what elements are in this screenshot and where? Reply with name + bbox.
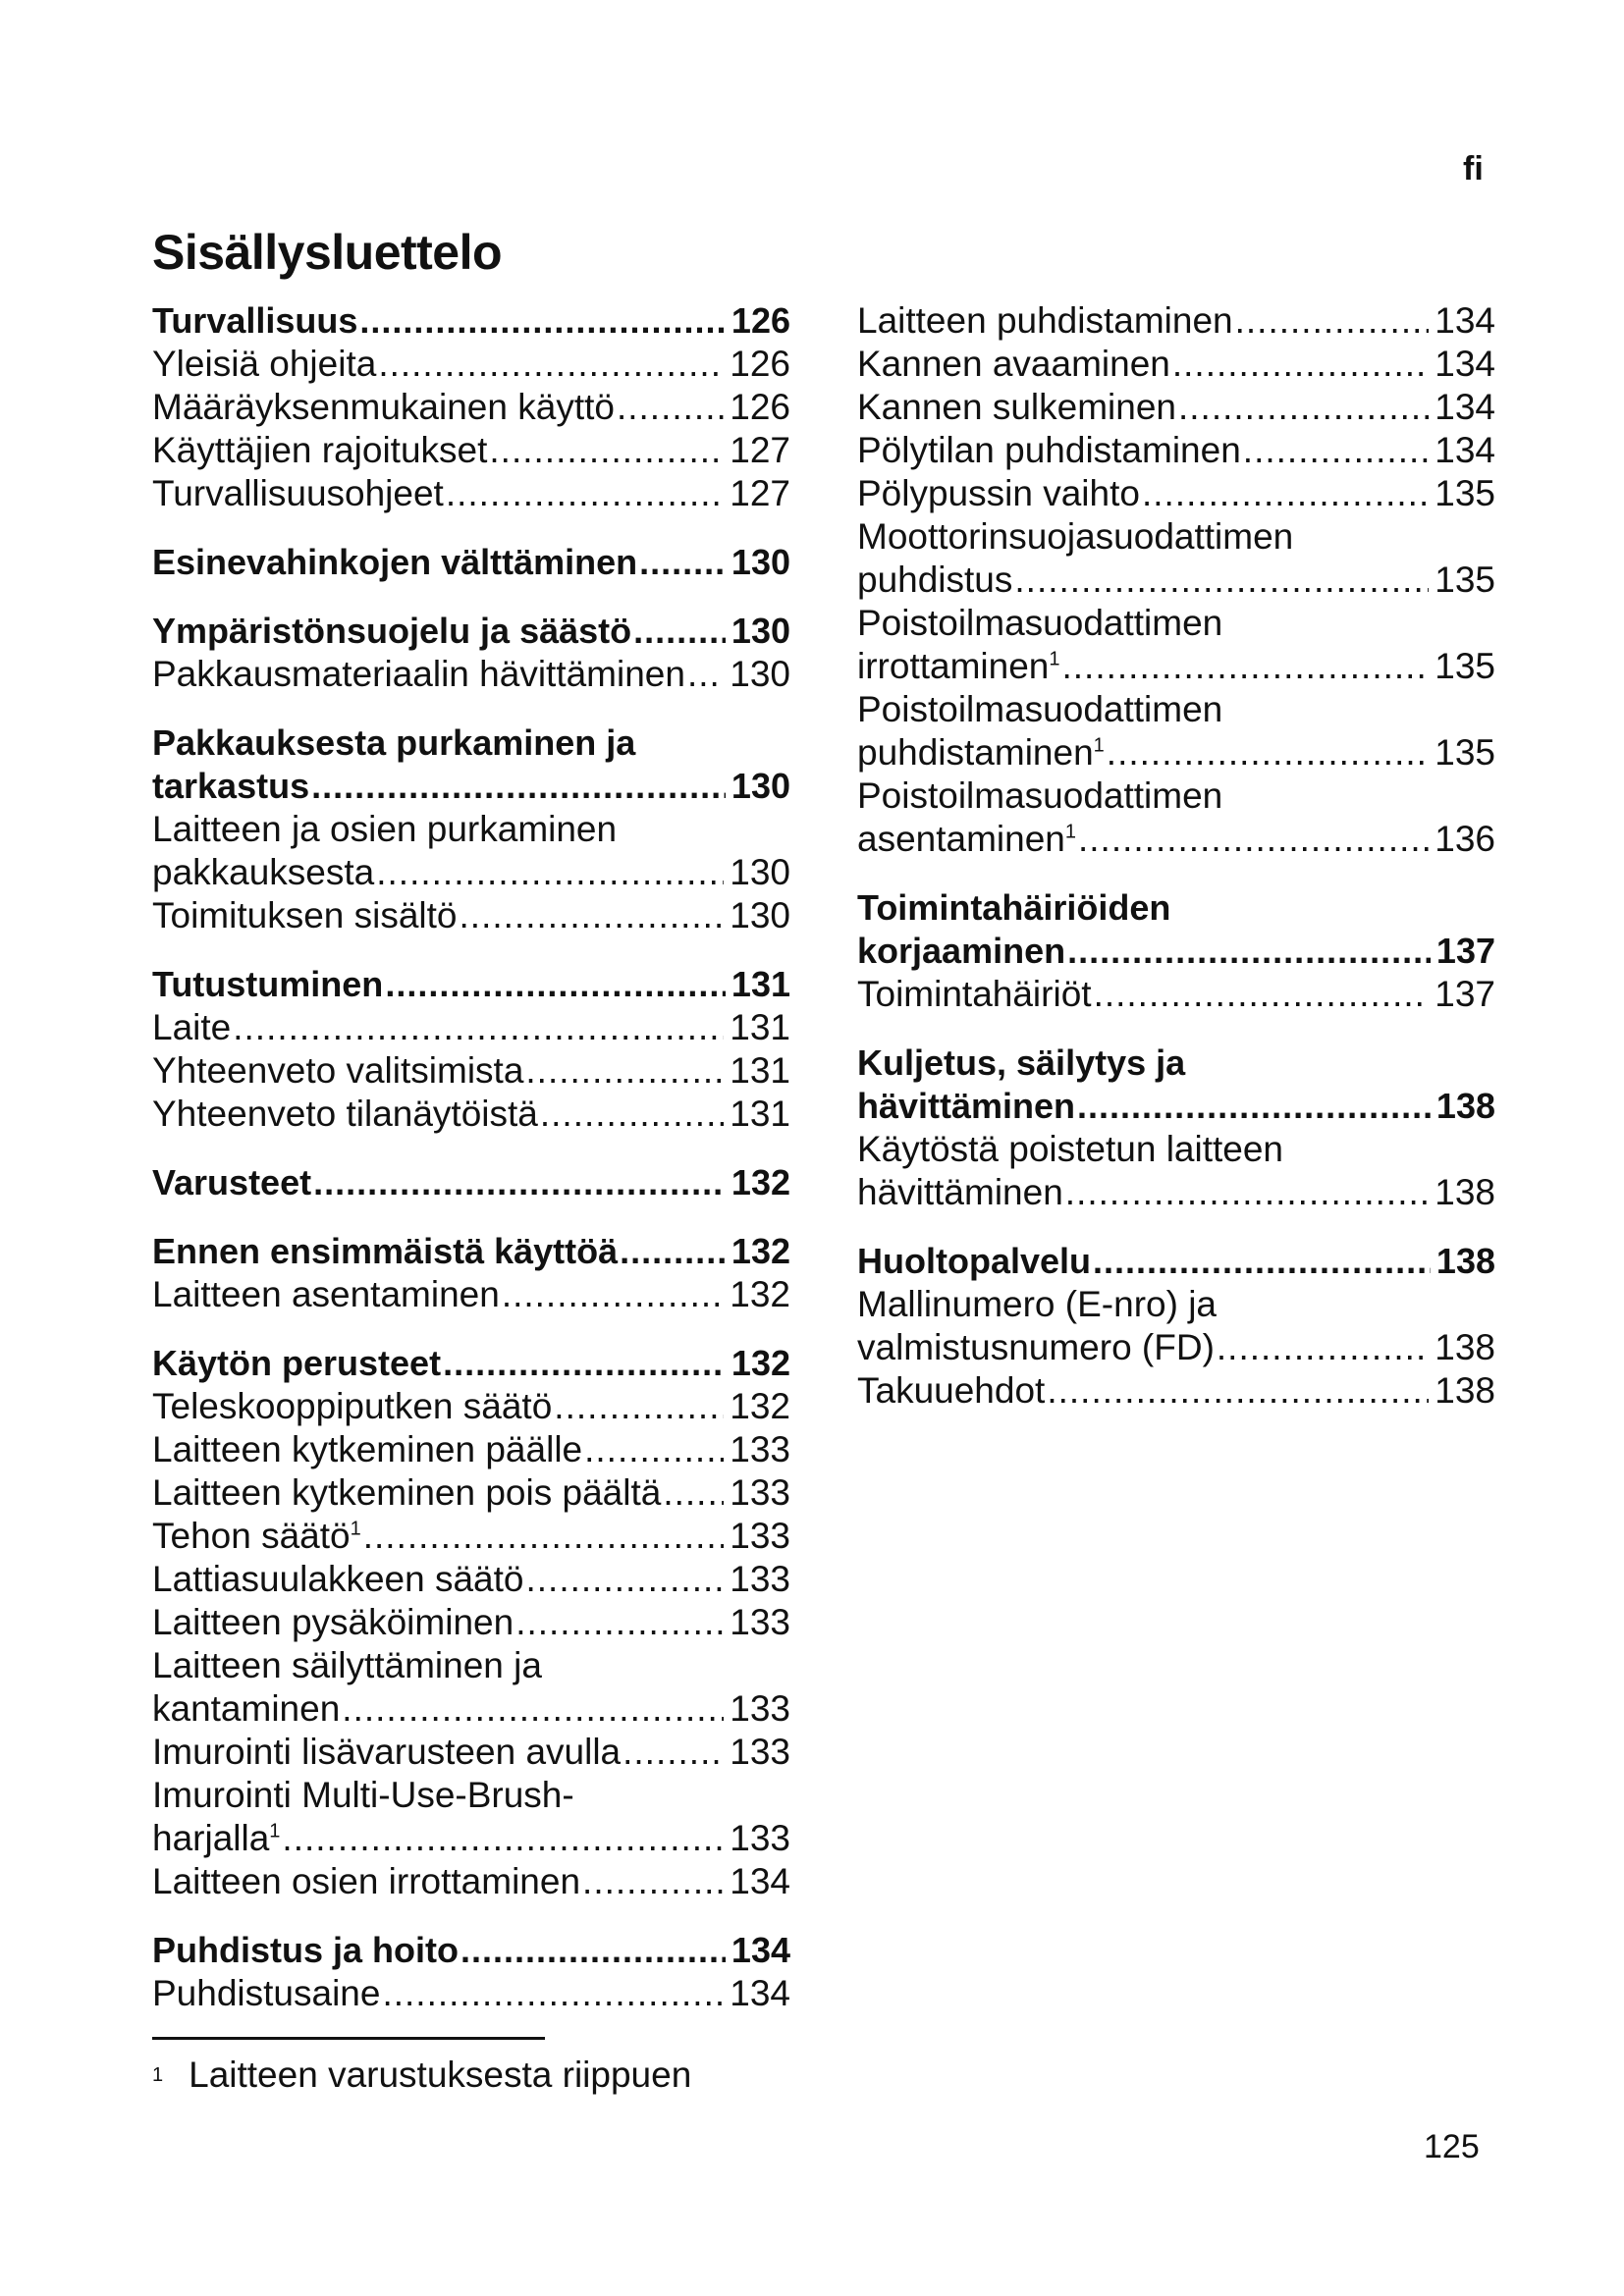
leader-dots xyxy=(446,472,724,515)
toc-heading[interactable] xyxy=(152,541,790,584)
toc-entry-title: Tutustuminen xyxy=(152,964,384,1004)
toc-entry-title: Huoltopalvelu xyxy=(857,1241,1092,1281)
toc-page-number: 138 xyxy=(1435,1327,1495,1367)
toc-entry-title: Laitteen asentaminen xyxy=(152,1274,500,1314)
toc-entry[interactable] xyxy=(152,1860,790,1903)
leader-dots xyxy=(526,1558,725,1601)
toc-entry[interactable] xyxy=(152,1428,790,1471)
toc-entry-title: korjaaminen xyxy=(857,931,1066,971)
toc-page-number: 126 xyxy=(730,344,790,384)
toc-entry[interactable] xyxy=(857,731,1495,774)
leader-dots xyxy=(1178,386,1429,429)
toc-page-number: 126 xyxy=(730,387,790,427)
leader-dots xyxy=(540,1093,724,1136)
language-code: fi xyxy=(1463,150,1484,187)
toc-entry-line1: Poistoilmasuodattimen xyxy=(857,603,1223,643)
toc-entry-title: tarkastus xyxy=(152,766,310,806)
toc-entry-title: Takuuehdot xyxy=(857,1370,1046,1411)
leader-dots xyxy=(443,1342,726,1385)
toc-heading[interactable] xyxy=(857,1085,1495,1128)
toc-page-number: 134 xyxy=(730,1861,790,1901)
footnote-ref: 1 xyxy=(350,1518,361,1540)
footnote-ref: 1 xyxy=(269,1820,281,1842)
toc-entry[interactable] xyxy=(857,472,1495,515)
toc-entry-title: Kannen avaaminen xyxy=(857,344,1170,384)
toc-entry-title: asentaminen$^1$ xyxy=(857,819,1076,859)
leader-dots xyxy=(582,1860,724,1903)
leader-dots xyxy=(639,541,726,584)
toc-entry[interactable] xyxy=(857,429,1495,472)
leader-dots xyxy=(1217,1326,1429,1369)
leader-dots xyxy=(554,1385,724,1428)
footnote-ref: 1 xyxy=(1093,734,1105,757)
toc-entry-line1: Poistoilmasuodattimen xyxy=(857,775,1223,816)
toc-entry[interactable] xyxy=(857,386,1495,429)
toc-heading[interactable] xyxy=(152,963,790,1006)
toc-entry-title: Laite xyxy=(152,1007,232,1047)
toc-page-number: 138 xyxy=(1435,1370,1495,1411)
leader-dots xyxy=(1047,1369,1429,1413)
toc-page-number: 133 xyxy=(730,1688,790,1729)
toc-entry[interactable] xyxy=(152,1093,790,1136)
leader-dots xyxy=(1093,1240,1431,1283)
toc-page-number: 134 xyxy=(1435,300,1495,341)
toc-entry-line1: Imurointi Multi-Use-Brush- xyxy=(152,1775,574,1815)
toc-entry-title: Laitteen osien irrottaminen xyxy=(152,1861,581,1901)
toc-entry[interactable] xyxy=(152,894,790,937)
leader-dots xyxy=(378,343,724,386)
toc-entry-title: Imurointi lisävarusteen avulla xyxy=(152,1732,622,1772)
toc-entry-title: Teleskooppiputken säätö xyxy=(152,1386,553,1426)
toc-column-right xyxy=(857,299,1495,1413)
toc-entry[interactable] xyxy=(152,1385,790,1428)
leader-dots xyxy=(515,1601,724,1644)
toc-page-number: 131 xyxy=(730,1007,790,1047)
toc-entry-title: Yleisiä ohjeita xyxy=(152,344,377,384)
toc-page-number: 133 xyxy=(730,1429,790,1469)
toc-entry-title: puhdistus xyxy=(857,560,1013,600)
toc-entry[interactable] xyxy=(152,1601,790,1644)
toc-page-number: 137 xyxy=(1435,931,1495,971)
toc-page-number: 138 xyxy=(1435,1086,1495,1126)
leader-dots xyxy=(1077,1085,1431,1128)
toc-page-number: 133 xyxy=(730,1472,790,1513)
toc-page-number: 126 xyxy=(731,300,790,341)
toc-entry-title: pakkauksesta xyxy=(152,852,375,892)
toc-page-number: 135 xyxy=(1435,732,1495,773)
footnote-rule xyxy=(152,2037,545,2040)
leader-dots xyxy=(359,299,726,343)
toc-page-number: 133 xyxy=(730,1516,790,1556)
toc-entry-title: Lattiasuulakkeen säätö xyxy=(152,1559,524,1599)
leader-dots xyxy=(282,1817,724,1860)
toc-entry-line1: Moottorinsuojasuodattimen xyxy=(857,516,1294,557)
leader-dots xyxy=(489,429,724,472)
toc-heading[interactable] xyxy=(152,299,790,343)
toc-entry[interactable] xyxy=(152,1273,790,1316)
leader-dots xyxy=(376,851,724,894)
toc-entry[interactable] xyxy=(857,1369,1495,1413)
leader-dots xyxy=(687,653,724,696)
toc-entry[interactable] xyxy=(857,343,1495,386)
toc-entry-title: Laitteen pysäköiminen xyxy=(152,1602,514,1642)
toc-entry[interactable] xyxy=(857,1326,1495,1369)
toc-entry-title: Turvallisuus xyxy=(152,300,358,341)
toc-entry-title: Puhdistusaine xyxy=(152,1973,381,2013)
toc-entry-title: Ennen ensimmäistä käyttöä xyxy=(152,1231,619,1271)
leader-dots xyxy=(620,1230,726,1273)
leader-dots xyxy=(1172,343,1429,386)
leader-dots xyxy=(584,1428,724,1471)
toc-heading[interactable] xyxy=(152,1342,790,1385)
leader-dots xyxy=(617,386,724,429)
leader-dots xyxy=(233,1006,724,1049)
toc-page-number: 134 xyxy=(1435,344,1495,384)
toc-page-number: 134 xyxy=(730,1973,790,2013)
toc-entry-title: Määräyksenmukainen käyttö xyxy=(152,387,615,427)
leader-dots xyxy=(623,1731,724,1774)
toc-entry[interactable] xyxy=(152,1049,790,1093)
toc-entry-title: Puhdistus ja hoito xyxy=(152,1930,459,1970)
toc-entry[interactable] xyxy=(152,386,790,429)
toc-heading[interactable] xyxy=(152,1230,790,1273)
toc-entry-title: Tehon säätö$^1$ xyxy=(152,1516,361,1556)
page-title: Sisällysluettelo xyxy=(152,225,503,280)
toc-entry-line1: Laitteen ja osien purkaminen xyxy=(152,809,618,849)
toc-entry-title: Varusteet xyxy=(152,1162,312,1202)
footnote-text: Laitteen varustuksesta riippuen xyxy=(189,2055,692,2095)
toc-entry[interactable] xyxy=(857,973,1495,1016)
toc-page-number: 130 xyxy=(730,654,790,694)
toc-entry-title: Pakkausmateriaalin hävittäminen xyxy=(152,654,685,694)
toc-entry[interactable] xyxy=(152,429,790,472)
leader-dots xyxy=(1094,973,1430,1016)
toc-page-number: 132 xyxy=(730,1274,790,1314)
leader-dots xyxy=(1078,818,1429,861)
toc-entry[interactable] xyxy=(152,472,790,515)
toc-entry-title: hävittäminen xyxy=(857,1172,1063,1212)
toc-entry-title: Yhteenveto valitsimista xyxy=(152,1050,524,1091)
leader-dots xyxy=(502,1273,724,1316)
toc-entry[interactable] xyxy=(152,1731,790,1774)
toc-heading[interactable] xyxy=(857,1240,1495,1283)
toc-entry-line1: Pakkauksesta purkaminen ja xyxy=(152,722,636,763)
toc-page-number: 127 xyxy=(730,473,790,513)
toc-page-number: 133 xyxy=(730,1818,790,1858)
toc-entry-title: irrottaminen$^1$ xyxy=(857,646,1060,686)
leader-dots xyxy=(1107,731,1429,774)
leader-dots xyxy=(663,1471,724,1515)
toc-page-number: 134 xyxy=(1435,387,1495,427)
toc-entry[interactable] xyxy=(152,343,790,386)
leader-dots xyxy=(460,1929,726,1972)
toc-entry[interactable] xyxy=(152,653,790,696)
toc-page-number: 138 xyxy=(1435,1172,1495,1212)
toc-page-number: 131 xyxy=(731,964,790,1004)
toc-entry-title: Ympäristönsuojelu ja säästö xyxy=(152,611,632,651)
toc-page-number: 133 xyxy=(730,1732,790,1772)
toc-page-number: 138 xyxy=(1435,1241,1495,1281)
leader-dots xyxy=(1065,1171,1429,1214)
toc-entry-line1: Toimintahäiriöiden xyxy=(857,887,1171,928)
toc-entry-title: hävittäminen xyxy=(857,1086,1076,1126)
leader-dots xyxy=(1235,299,1430,343)
leader-dots xyxy=(460,894,725,937)
toc-entry[interactable] xyxy=(152,1006,790,1049)
toc-entry-title: Laitteen kytkeminen pois päältä xyxy=(152,1472,662,1513)
page-number: 125 xyxy=(1424,2128,1480,2165)
toc-page-number: 132 xyxy=(731,1162,790,1202)
toc-entry-title: Esinevahinkojen välttäminen xyxy=(152,542,638,582)
toc-entry-title: Kannen sulkeminen xyxy=(857,387,1176,427)
toc-entry-line1: Poistoilmasuodattimen xyxy=(857,689,1223,729)
toc-heading[interactable] xyxy=(152,1161,790,1204)
toc-entry-line1: Kuljetus, säilytys ja xyxy=(857,1042,1186,1083)
leader-dots xyxy=(382,1972,724,2015)
toc-page-number: 132 xyxy=(731,1231,790,1271)
toc-page-number: 127 xyxy=(730,430,790,470)
toc-column-left xyxy=(152,299,790,2015)
toc-entry[interactable] xyxy=(152,851,790,894)
leader-dots xyxy=(313,1161,726,1204)
toc-entry-title: Käyttäjien rajoitukset xyxy=(152,430,488,470)
toc-entry-title: Laitteen kytkeminen päälle xyxy=(152,1429,583,1469)
leader-dots xyxy=(633,610,726,653)
toc-heading[interactable] xyxy=(152,610,790,653)
toc-heading[interactable] xyxy=(857,930,1495,973)
leader-dots xyxy=(311,765,726,808)
toc-page-number: 137 xyxy=(1435,974,1495,1014)
toc-entry[interactable] xyxy=(152,1515,790,1558)
leader-dots xyxy=(1243,429,1429,472)
leader-dots xyxy=(342,1687,724,1731)
toc-entry-title: Käytön perusteet xyxy=(152,1343,442,1383)
toc-entry-title: Toimintahäiriöt xyxy=(857,974,1092,1014)
toc-page-number: 133 xyxy=(730,1602,790,1642)
toc-page-number: 132 xyxy=(731,1343,790,1383)
toc-page-number: 135 xyxy=(1435,473,1495,513)
toc-entry-line1: Käytöstä poistetun laitteen xyxy=(857,1129,1284,1169)
toc-page-number: 130 xyxy=(730,852,790,892)
toc-page-number: 131 xyxy=(730,1094,790,1134)
toc-page-number: 130 xyxy=(730,895,790,935)
leader-dots xyxy=(385,963,726,1006)
toc-entry[interactable] xyxy=(857,1171,1495,1214)
toc-heading[interactable] xyxy=(152,765,790,808)
toc-page-number: 134 xyxy=(731,1930,790,1970)
toc-page-number: 134 xyxy=(1435,430,1495,470)
footnote-mark: 1 xyxy=(152,2064,164,2086)
toc-entry[interactable] xyxy=(152,1972,790,2015)
footnote xyxy=(152,2054,691,2097)
toc-heading[interactable] xyxy=(152,1929,790,1972)
toc-entry-title: puhdistaminen$^1$ xyxy=(857,732,1105,773)
toc-page-number: 130 xyxy=(731,766,790,806)
toc-entry-title: Turvallisuusohjeet xyxy=(152,473,444,513)
leader-dots xyxy=(1061,645,1429,688)
toc-entry-title: Yhteenveto tilanäytöistä xyxy=(152,1094,538,1134)
toc-entry-title: kantaminen xyxy=(152,1688,341,1729)
toc-entry-title: valmistusnumero (FD) xyxy=(857,1327,1215,1367)
toc-entry-line1: Laitteen säilyttäminen ja xyxy=(152,1645,542,1685)
leader-dots xyxy=(363,1515,725,1558)
leader-dots xyxy=(1067,930,1431,973)
toc-page-number: 132 xyxy=(730,1386,790,1426)
toc-entry-line1: Mallinumero (E-nro) ja xyxy=(857,1284,1217,1324)
footnote-ref: 1 xyxy=(1064,821,1076,843)
toc-entry[interactable] xyxy=(152,1687,790,1731)
leader-dots xyxy=(525,1049,724,1093)
leader-dots xyxy=(1142,472,1429,515)
toc-entry[interactable] xyxy=(152,1817,790,1860)
leader-dots xyxy=(1014,559,1429,602)
toc-entry[interactable] xyxy=(857,645,1495,688)
toc-page-number: 130 xyxy=(731,611,790,651)
toc-entry-title: Pölytilan puhdistaminen xyxy=(857,430,1241,470)
toc-entry[interactable] xyxy=(857,559,1495,602)
toc-entry[interactable] xyxy=(857,299,1495,343)
toc-entry[interactable] xyxy=(152,1471,790,1515)
toc-entry-title: Laitteen puhdistaminen xyxy=(857,300,1233,341)
toc-entry-title: Pölypussin vaihto xyxy=(857,473,1140,513)
toc-page-number: 133 xyxy=(730,1559,790,1599)
toc-entry-title: harjalla$^1$ xyxy=(152,1818,281,1858)
toc-page-number: 135 xyxy=(1435,560,1495,600)
toc-page-number: 130 xyxy=(731,542,790,582)
toc-entry[interactable] xyxy=(152,1558,790,1601)
toc-entry-title: Toimituksen sisältö xyxy=(152,895,458,935)
toc-entry[interactable] xyxy=(857,818,1495,861)
toc-page-number: 135 xyxy=(1435,646,1495,686)
toc-page-number: 136 xyxy=(1435,819,1495,859)
footnote-ref: 1 xyxy=(1049,648,1060,670)
toc-page-number: 131 xyxy=(730,1050,790,1091)
